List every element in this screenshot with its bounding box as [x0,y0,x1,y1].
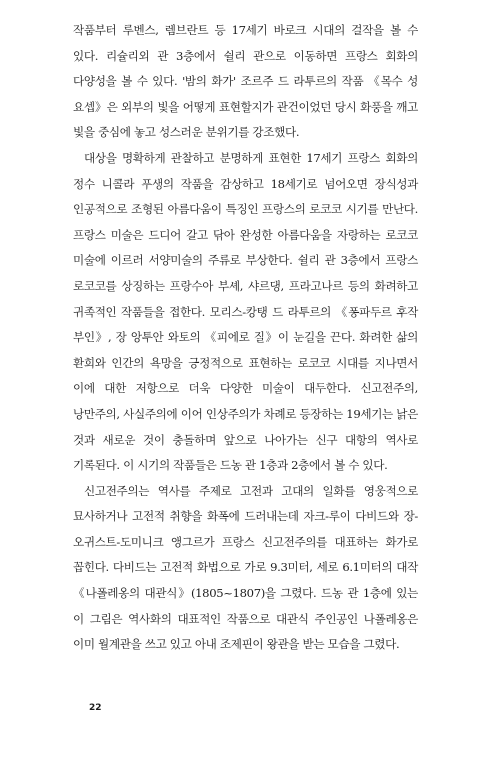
body-paragraph-1: 작품부터 루벤스, 렘브란트 등 17세기 바로크 시대의 걸작을 볼 수 있다. 리슐리외 관 3층에서 쉴리 관으로 이동하면 프랑스 회화의 다양성을 볼 수 있다. '밤의 화가' 조르주 드 라투르의 작품 《목수 성 요셉》은 외부의 빛을 어떻게 표현할지가 관건이었던 당시 화풍을 깨고 빛을 중심에 놓고 성스러운 분위기를 강조했다. [73,23,418,140]
page-number: 22 [89,703,102,713]
page-body [73,18,418,658]
body-paragraph-3: 신고전주의는 역사를 주제로 고전과 고대의 일화를 영웅적으로 묘사하거나 고전적 취향을 화폭에 드러내는데 자크-루이 다비드와 장-오귀스트-도미니크 앵그르가 프랑스 신고전주의를 대표하는 화가로 꼽힌다. 다비드는 고전적 화법으로 가로 9.3미터, 세로 6.1미터의 대작 《나폴레옹의 대관식》(1805~1807)을 그렸다. 드농 관 1층에 있는 이 그림은 역사화의 대표적인 작품으로 대관식 주인공인 나폴레옹은 이미 월계관을 쓰고 있고 아내 조제핀이 왕관을 받는 모습을 그렸다. [73,483,418,652]
body-paragraph-2: 대상을 명확하게 관찰하고 분명하게 표현한 17세기 프랑스 회화의 정수 니콜라 푸생의 작품을 감상하고 18세기로 넘어오면 장식성과 인공적으로 조형된 아름다움이 특징인 프랑스의 로코코 시기를 만난다. 프랑스 미술은 드디어 갈고 닦아 완성한 아름다움을 자랑하는 로코코 미술에 이르러 서양미술의 주류로 부상한다. 쉴리 관 3층에서 프랑스 로코코를 상징하는 프랑수아 부셰, 샤르댕, 프라고나르 등의 화려하고 귀족적인 작품들을 접한다. 모리스-캉탱 드 라투르의 《퐁파두르 후작 부인》, 장 앙투안 와토의 《피에로 질》이 눈길을 끈다. 화려한 삶의 환희와 인간의 욕망을 긍정적으로 표현하는 로코코 시대를 지나면서 이에 대한 저항으로 더욱 다양한 미술이 대두한다. 신고전주의, 낭만주의, 사실주의에 이어 인상주의가 차례로 등장하는 19세기는 낡은 것과 새로운 것이 충돌하며 앞으로 나아가는 신구 대항의 역사로 기록된다. 이 시기의 작품들은 드농 관 1층과 2층에서 볼 수 있다. [73,150,418,473]
